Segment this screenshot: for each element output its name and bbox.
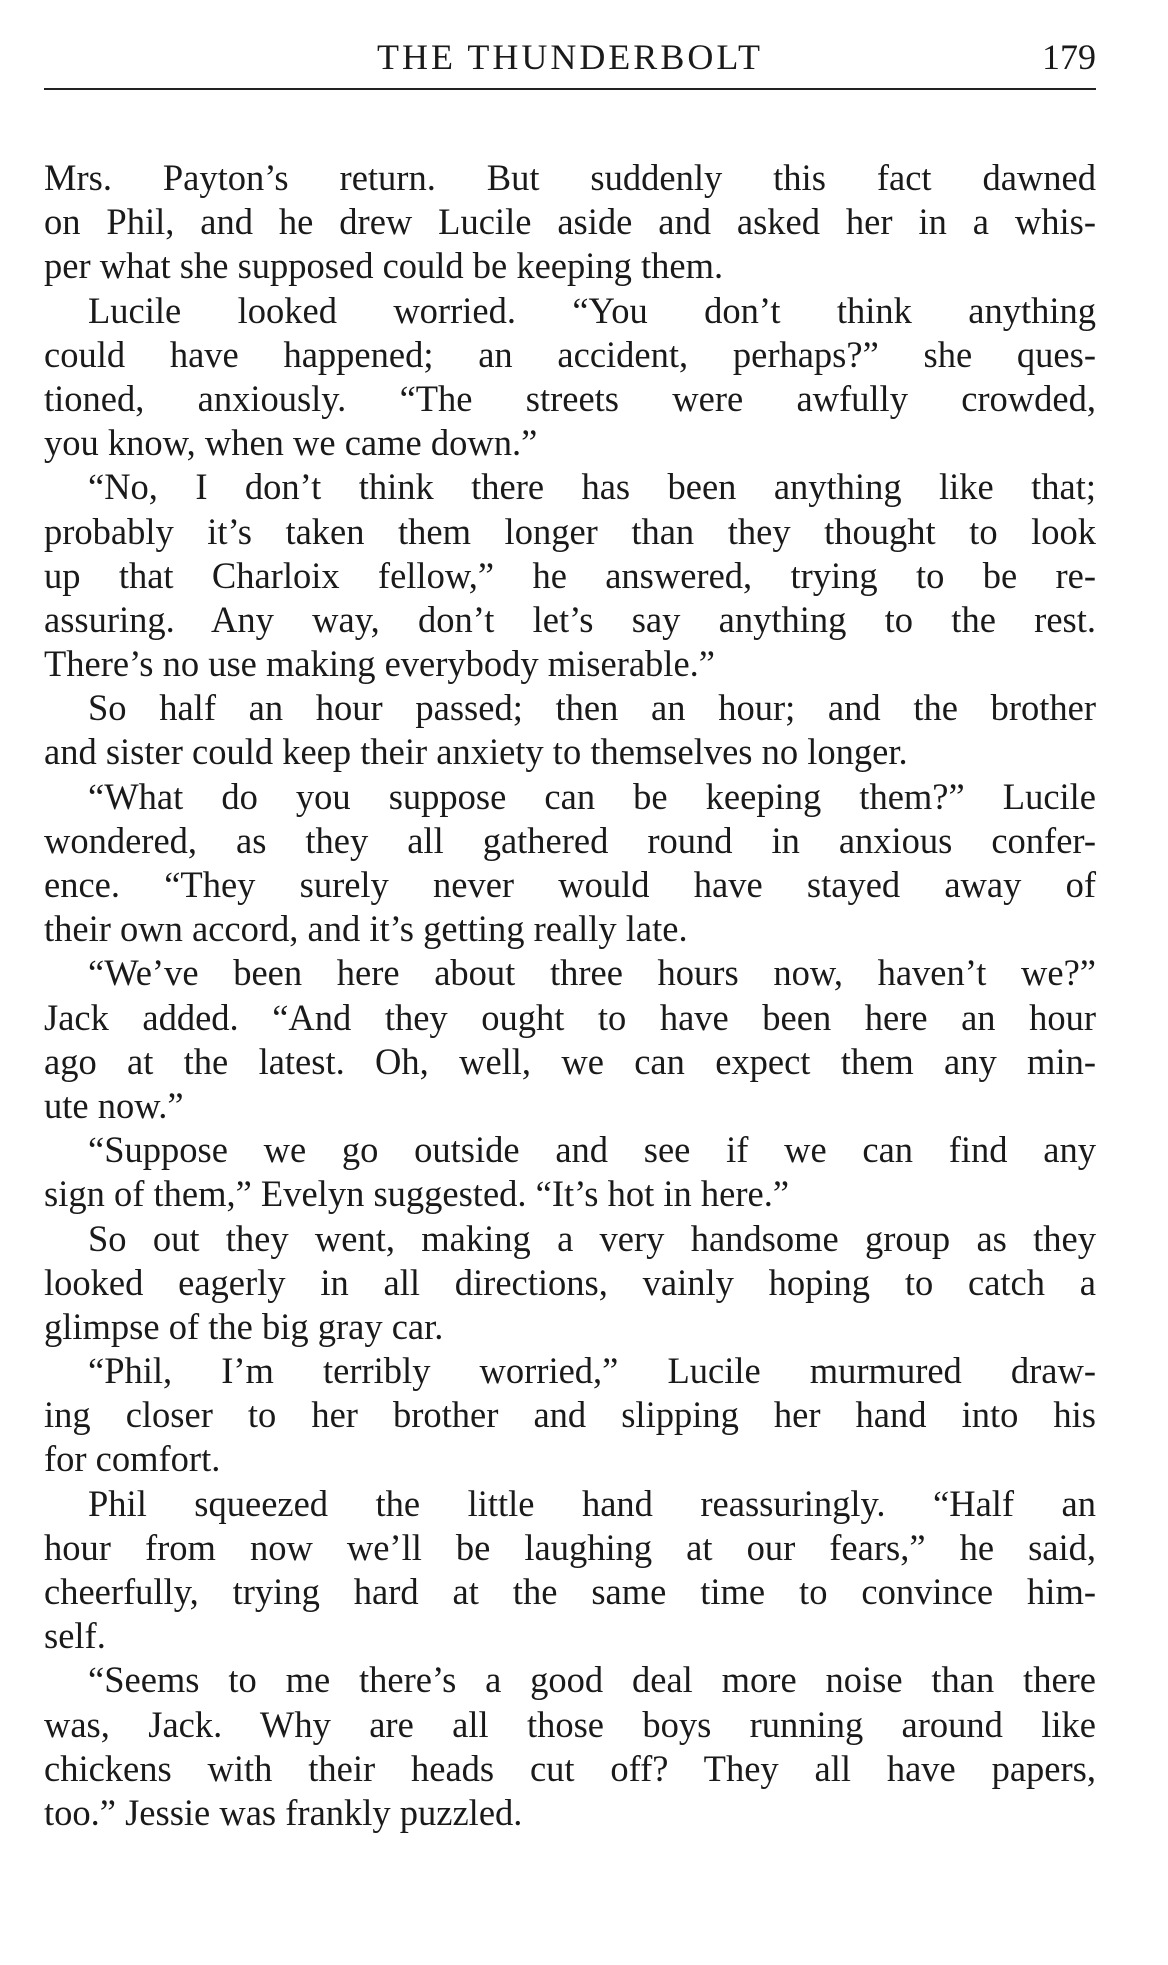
text-line: and sister could keep their anxiety to themselves no longer. [44,731,908,773]
text-line: “What do you suppose can be keeping them?” Lucile [88,775,1096,817]
text-line: wondered, as they all gathered round in anxious confer- [44,819,1096,861]
text-line: “Seems to me there’s a good deal more noise than there [88,1659,1096,1701]
text-line: assuring. Any way, don’t let’s say anything to the rest. [44,598,1096,640]
text-line: hour from now we’ll be laughing at our fears,” he said, [44,1526,1096,1568]
text-line: too.” Jessie was frankly puzzled. [44,1791,523,1833]
text-line: “Suppose we go outside and see if we can find any [88,1129,1096,1171]
running-title: THE THUNDERBOLT [377,37,763,77]
text-line: ago at the latest. Oh, well, we can expect them any min- [44,1040,1096,1082]
text-line: cheerfully, trying hard at the same time to convince him- [44,1571,1096,1612]
running-header [44,30,1096,90]
text-line: you know, when we came down.” [44,422,538,464]
text-line: could have happened; an accident, perhaps?” she ques- [44,333,1096,375]
text-line: for comfort. [44,1438,221,1480]
text-line: Mrs. Payton’s return. But suddenly this fact dawned [44,157,1096,198]
text-line: “Phil, I’m terribly worried,” Lucile murmured draw- [88,1350,1096,1392]
text-line: Lucile looked worried. “You don’t think anything [88,289,1096,331]
text-line: their own accord, and it’s getting really late. [44,908,688,950]
text-line: chickens with their heads cut off? They all have papers, [44,1747,1096,1789]
text-line: “No, I don’t think there has been anything like that; [88,466,1096,508]
text-line: So out they went, making a very handsome group as they [88,1217,1096,1259]
page-number: 179 [1042,37,1096,77]
text-line: There’s no use making everybody miserable.” [44,643,715,685]
text-line: probably it’s taken them longer than they thought to look [44,510,1096,552]
text-line: self. [44,1615,106,1657]
book-page [44,30,1096,1835]
text-line: on Phil, and he drew Lucile aside and asked her in a whis- [44,201,1096,243]
text-line: was, Jack. Why are all those boys running around like [44,1703,1096,1745]
text-line: sign of them,” Evelyn suggested. “It’s hot in here.” [44,1173,790,1215]
text-line: ing closer to her brother and slipping her hand into his [44,1394,1096,1436]
text-line: “We’ve been here about three hours now, haven’t we?” [88,952,1096,994]
body-text [44,156,1096,1835]
text-line: ute now.” [44,1084,184,1126]
text-line: So half an hour passed; then an hour; and the brother [88,687,1096,729]
text-line: per what she supposed could be keeping them. [44,245,724,287]
text-line: Jack added. “And they ought to have been here an hour [44,996,1096,1038]
text-line: Phil squeezed the little hand reassuringly. “Half an [88,1482,1096,1524]
text-line: looked eagerly in all directions, vainly hoping to catch a [44,1261,1096,1303]
text-line: up that Charloix fellow,” he answered, trying to be re- [44,554,1096,596]
text-line: glimpse of the big gray car. [44,1305,444,1347]
text-line: tioned, anxiously. “The streets were awfully crowded, [44,377,1096,419]
text-line: ence. “They surely never would have stayed away of [44,864,1096,905]
